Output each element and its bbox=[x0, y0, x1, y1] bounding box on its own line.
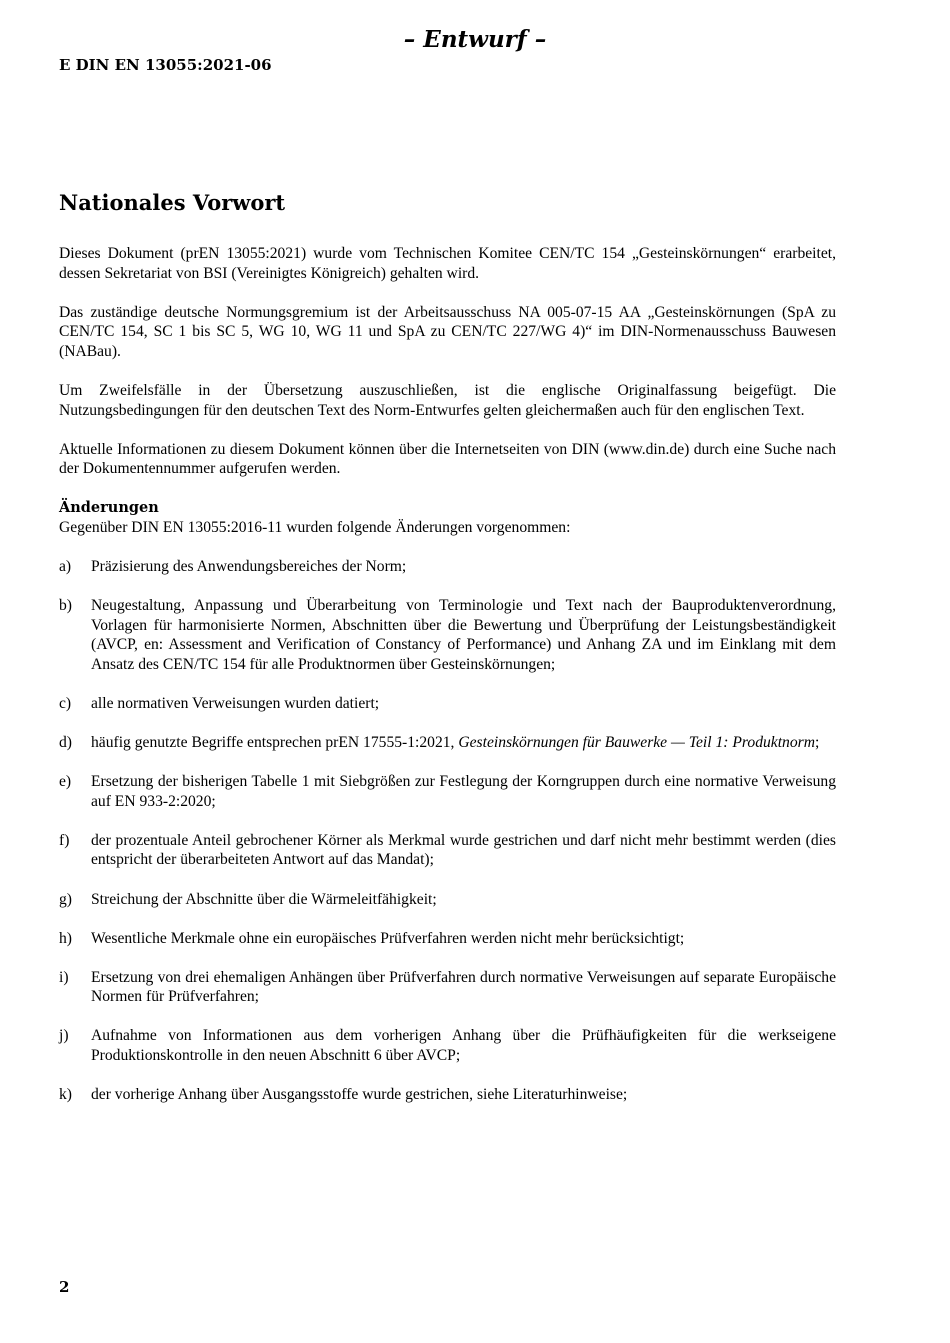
list-item-letter: c) bbox=[59, 695, 72, 712]
list-item bbox=[59, 557, 836, 577]
list-item-text: Wesentliche Merkmale ohne ein europäisches Prüfverfahren werden nicht mehr berücksichtigt; bbox=[91, 929, 685, 947]
list-item-letter: k) bbox=[59, 1086, 72, 1104]
list-item bbox=[59, 772, 836, 811]
paragraph-2: Das zuständige deutsche Normungsgremium ist der Arbeitsausschuss NA 005-07-15 AA „Gesteinskörnungen (SpA zu CEN/TC 154, SC 1 bis SC 5, WG 10, WG 11 und SpA zu CEN/TC 227/WG 4)“ im DIN-Normenausschuss Bauwesen (NABau). bbox=[59, 303, 836, 360]
list-item-letter: f) bbox=[59, 831, 70, 849]
list-item-letter: b) bbox=[59, 597, 72, 615]
page-number: 2 bbox=[59, 1278, 70, 1296]
list-item-letter: d) bbox=[59, 734, 72, 752]
changes-title: Änderungen bbox=[59, 499, 159, 517]
list-item bbox=[59, 929, 836, 949]
list-item-letter: a) bbox=[59, 558, 72, 576]
list-item-letter: j) bbox=[59, 1027, 69, 1045]
list-item-text: Neugestaltung, Anpassung und Überarbeitung von Terminologie und Text nach der Bauproduktenverordnung, Vorlagen für harmonisierte Normen, Abschnitten über die Bewertung und Überprüfung der Leistungsbeständigkeit (AVCP, en: Assessment and Verification of Constancy of Performance) und Anhang ZA und im Einklang mit dem Ansatz des CEN/TC 154 für alle Produktnormen über Gesteinskörnungen; bbox=[91, 597, 836, 673]
list-item-letter: h) bbox=[59, 929, 72, 947]
list-item bbox=[59, 890, 836, 910]
list-item-letter: e) bbox=[59, 773, 72, 791]
list-item bbox=[59, 694, 836, 714]
list-item-text: alle normativen Verweisungen wurden datiert; bbox=[91, 695, 380, 712]
list-item-text: der vorherige Anhang über Ausgangsstoffe wurde gestrichen, siehe Literaturhinweise; bbox=[91, 1086, 628, 1104]
list-item-text: Ersetzung der bisherigen Tabelle 1 mit Siebgrößen zur Festlegung der Korngruppen durch eine normative Verweisung auf EN 933-2:2020; bbox=[91, 773, 836, 810]
list-item-text-end: ; bbox=[814, 734, 820, 752]
list-item-text: Streichung der Abschnitte über die Wärmeleitfähigkeit; bbox=[91, 890, 437, 908]
document-id: E DIN EN 13055:2021-06 bbox=[59, 56, 272, 74]
changes-intro: Gegenüber DIN EN 13055:2016-11 wurden folgende Änderungen vorgenommen: bbox=[59, 518, 571, 536]
list-item-text bbox=[91, 733, 836, 753]
list-item bbox=[59, 1026, 836, 1065]
list-item-letter: i) bbox=[59, 968, 69, 986]
list-item bbox=[59, 831, 836, 870]
paragraph-1: Dieses Dokument (prEN 13055:2021) wurde vom Technischen Komitee CEN/TC 154 „Gesteinskörnungen“ erarbeitet, dessen Sekretariat von BSI (Vereinigtes Königreich) gehalten wird. bbox=[59, 245, 836, 282]
list-item bbox=[59, 596, 836, 674]
list-item-text: Aufnahme von Informationen aus dem vorherigen Anhang über die Prüfhäufigkeiten für die werkseigene Produktionskontrolle in den neuen Abschnitt 6 über AVCP; bbox=[91, 1027, 836, 1065]
list-item-letter: g) bbox=[59, 890, 72, 908]
section-title: Nationales Vorwort bbox=[59, 190, 286, 215]
list-item-text: Präzisierung des Anwendungsbereiches der Norm; bbox=[91, 558, 407, 576]
referenced-standard-title: Gesteinskörnungen für Bauwerke — Teil 1: Produktnorm bbox=[458, 734, 815, 752]
changes-list bbox=[59, 557, 836, 1105]
draft-mark: – Entwurf – bbox=[403, 26, 547, 53]
list-item-text: der prozentuale Anteil gebrochener Körner als Merkmal wurde gestrichen und darf nicht mehr bestimmt werden (dies entspricht der überarbeiteten Antwort auf das Mandat); bbox=[91, 831, 836, 869]
page-content bbox=[59, 190, 836, 1124]
list-item-text: Ersetzung von drei ehemaligen Anhängen über Prüfverfahren durch normative Verweisungen auf separate Europäische Normen für Prüfverfahren; bbox=[91, 968, 836, 1006]
list-item bbox=[59, 968, 836, 1007]
list-item bbox=[59, 733, 836, 753]
paragraph-4: Aktuelle Informationen zu diesem Dokument können über die Internetseiten von DIN (www.din.de) durch eine Suche nach der Dokumentennummer aufgerufen werden. bbox=[59, 440, 836, 478]
list-item-text-plain: häufig genutzte Begriffe entsprechen prEN 17555-1:2021, bbox=[91, 734, 459, 752]
list-item bbox=[59, 1085, 836, 1105]
paragraph-3: Um Zweifelsfälle in der Übersetzung auszuschließen, ist die englische Originalfassung beigefügt. Die Nutzungsbedingungen für den deutschen Text des Norm-Entwurfes gelten gleichermaßen auch für den englischen Text. bbox=[59, 381, 836, 419]
